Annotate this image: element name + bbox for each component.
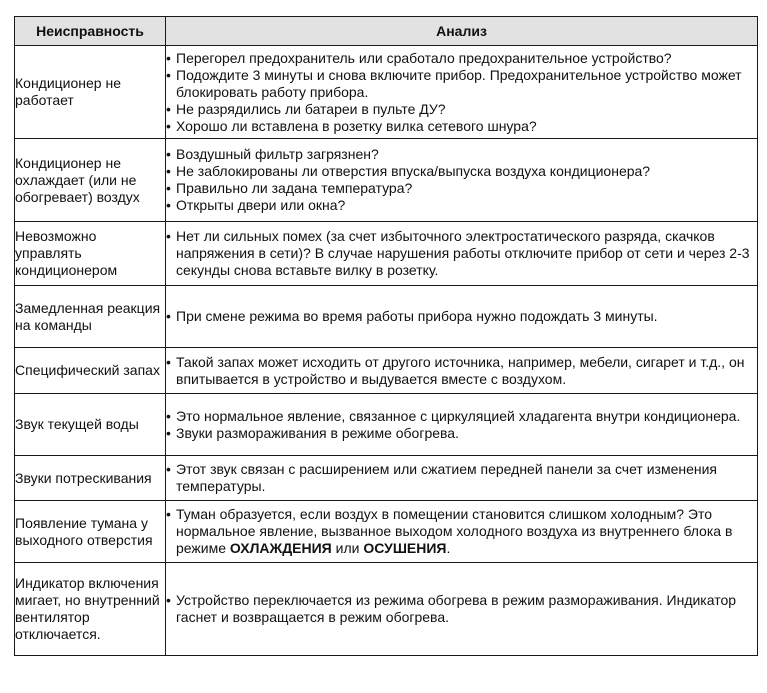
table-header-row [15, 17, 758, 46]
table-row [15, 222, 758, 286]
analysis-cell [166, 456, 758, 501]
mode-cooling-label: ОХЛАЖДЕНИЯ [229, 540, 332, 556]
analysis-text: . [446, 540, 451, 556]
analysis-list [166, 308, 757, 325]
analysis-item: • Это нормальное явление, связанное с циркуляцией хладагента внутри кондиционера. [166, 408, 757, 425]
problem-cell: Невозможно управлять кондиционером [15, 222, 166, 286]
analysis-cell [166, 501, 758, 563]
analysis-list [166, 461, 757, 495]
problem-cell: Звук текущей воды [15, 394, 166, 456]
analysis-list [166, 506, 757, 557]
analysis-cell [166, 563, 758, 656]
analysis-list [166, 228, 757, 279]
analysis-list [166, 408, 757, 442]
analysis-item: • Не разрядились ли батареи в пульте ДУ? [166, 101, 757, 118]
analysis-item: • Звуки размораживания в режиме обогрева. [166, 425, 757, 442]
analysis-cell [166, 394, 758, 456]
analysis-cell [166, 286, 758, 348]
problem-cell: Специфический запах [15, 348, 166, 394]
mode-drying-label: ОСУШЕНИЯ [363, 540, 447, 556]
analysis-item: • Устройство переключается из режима обогрева в режим размораживания. Индикатор гаснет и возвращается в режим обогрева. [166, 592, 757, 626]
problem-cell: Кондиционер не работает [15, 46, 166, 139]
problem-cell: Замедленная реакция на команды [15, 286, 166, 348]
table-row [15, 394, 758, 456]
analysis-item [166, 506, 757, 557]
analysis-item: • Перегорел предохранитель или сработало предохранительное устройство? [166, 50, 757, 67]
analysis-list [166, 592, 757, 626]
analysis-text: Туман образуется, если воздух в помещении становится слишком холодным? Это нормальное явление, вызванное выходом холодного воздуха из внутреннего блока в режиме [176, 506, 733, 556]
table-row [15, 563, 758, 656]
analysis-item: • Нет ли сильных помех (за счет избыточного электростатического разряда, скачков напряжения в сети)? В случае нарушения работы отключите прибор от сети и через 2-3 секунды снова вставьте вилку в розетку. [166, 228, 757, 279]
analysis-item: • Правильно ли задана температура? [166, 180, 757, 197]
table-row [15, 46, 758, 139]
analysis-cell [166, 222, 758, 286]
analysis-cell [166, 139, 758, 222]
header-problem: Неисправность [15, 17, 166, 46]
table-row [15, 286, 758, 348]
problem-cell: Кондиционер не охлаждает (или не обогревает) воздух [15, 139, 166, 222]
problem-cell: Звуки потрескивания [15, 456, 166, 501]
table-row [15, 501, 758, 563]
analysis-item: • Открыты двери или окна? [166, 197, 757, 214]
table-row [15, 348, 758, 394]
analysis-text: или [331, 540, 364, 556]
analysis-cell [166, 46, 758, 139]
analysis-item: • При смене режима во время работы прибора нужно подождать 3 минуты. [166, 308, 757, 325]
analysis-list [166, 50, 757, 135]
analysis-item: • Подождите 3 минуты и снова включите прибор. Предохранительное устройство может блокировать работу прибора. [166, 67, 757, 101]
analysis-item: • Не заблокированы ли отверстия впуска/выпуска воздуха кондиционера? [166, 163, 757, 180]
troubleshooting-sheet [14, 16, 757, 656]
analysis-list [166, 146, 757, 214]
analysis-cell [166, 348, 758, 394]
analysis-list [166, 354, 757, 388]
analysis-item: • Этот звук связан с расширением или сжатием передней панели за счет изменения температуры. [166, 461, 757, 495]
analysis-item: • Такой запах может исходить от другого источника, например, мебели, сигарет и т.д., он впитывается в устройство и выдувается вместе с воздухом. [166, 354, 757, 388]
problem-cell: Индикатор включения мигает, но внутренний вентилятор отключается. [15, 563, 166, 656]
problem-cell: Появление тумана у выходного отверстия [15, 501, 166, 563]
analysis-item: • Хорошо ли вставлена в розетку вилка сетевого шнура? [166, 118, 757, 135]
table-row [15, 456, 758, 501]
troubleshooting-table [14, 16, 758, 656]
table-row [15, 139, 758, 222]
analysis-item: • Воздушный фильтр загрязнен? [166, 146, 757, 163]
header-analysis: Анализ [166, 17, 758, 46]
